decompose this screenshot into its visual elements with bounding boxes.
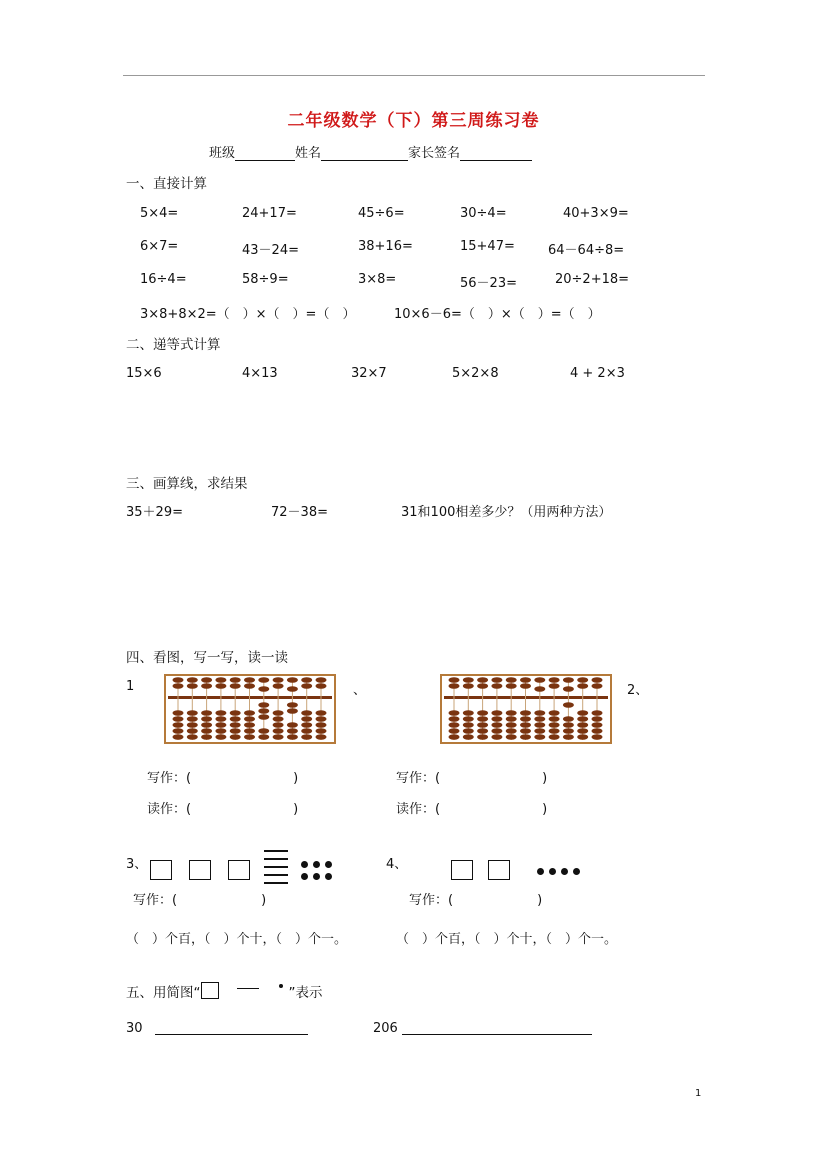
abacus-bead: [477, 677, 488, 683]
calc-item: 56－23=: [460, 276, 517, 291]
abacus-bead: [563, 702, 574, 708]
abacus-bead: [534, 677, 545, 683]
close-paren: ): [537, 893, 543, 908]
ten-bar-icon: [264, 850, 288, 852]
abacus-bead: [258, 714, 269, 720]
abacus-bead: [477, 716, 488, 722]
abacus-bead: [592, 734, 603, 740]
abacus-bead: [173, 710, 184, 716]
abacus-bead: [173, 734, 184, 740]
one-dot-icon: [313, 873, 320, 880]
section5-heading: [126, 981, 323, 1001]
abacus-bead: [463, 716, 474, 722]
abacus-bead: [592, 677, 603, 683]
abacus-bead: [187, 683, 198, 689]
abacus-bead: [273, 734, 284, 740]
section2-heading: 二、递等式计算: [126, 337, 221, 353]
abacus-bead: [187, 716, 198, 722]
class-label: 班级: [209, 146, 236, 161]
abacus-bead: [316, 683, 327, 689]
header-fields: [209, 142, 532, 161]
section5-heading-pre: 五、用简图“: [126, 985, 201, 1001]
abacus-bead: [563, 722, 574, 728]
stepwise-item: 5×2×8: [452, 366, 499, 381]
abacus-bead: [273, 710, 284, 716]
abacus-bead: [520, 710, 531, 716]
abacus-bead: [463, 728, 474, 734]
abacus-bead: [549, 722, 560, 728]
calc-item: 45÷6=: [358, 206, 405, 221]
place-value-sentence: （ ）个百，（ ）个十，（ ）个一。: [396, 932, 618, 947]
calc-item: 40+3×9=: [563, 206, 629, 221]
abacus-bead: [316, 728, 327, 734]
abacus-bead: [449, 716, 460, 722]
one-dot-icon: [561, 868, 568, 875]
top-rule: [123, 75, 705, 76]
abacus-bead: [287, 708, 298, 714]
abacus-bead: [506, 716, 517, 722]
abacus-bead: [463, 677, 474, 683]
calc-item: 20÷2+18=: [555, 272, 630, 287]
abacus-bead: [316, 677, 327, 683]
abacus-bead: [449, 734, 460, 740]
abacus-bead: [563, 677, 574, 683]
abacus-bead: [592, 728, 603, 734]
abacus-bead: [273, 677, 284, 683]
separator: 、: [353, 683, 367, 698]
abacus-bead: [301, 728, 312, 734]
one-dot-icon: [313, 861, 320, 868]
abacus-bead: [577, 728, 588, 734]
abacus-bead: [506, 734, 517, 740]
abacus-bead: [463, 734, 474, 740]
abacus-bead: [215, 728, 226, 734]
one-dot-icon: [325, 873, 332, 880]
abacus-bead: [477, 722, 488, 728]
abacus-bead: [549, 677, 560, 683]
calc-item-long: 10×6－6=（ ）×（ ）=（ ）: [394, 307, 601, 322]
abacus-bead: [463, 722, 474, 728]
abacus-bead: [592, 716, 603, 722]
calc-item: 43－24=: [242, 243, 299, 258]
abacus-bead: [287, 677, 298, 683]
represent-item: 30: [126, 1021, 143, 1036]
one-dot-icon: [301, 861, 308, 868]
abacus-bead: [491, 734, 502, 740]
abacus-bead: [287, 734, 298, 740]
hundred-square-icon: [189, 860, 211, 880]
one-dot-icon: [301, 873, 308, 880]
abacus-bead: [201, 677, 212, 683]
abacus-bead: [549, 716, 560, 722]
section1-heading: 一、直接计算: [126, 176, 207, 192]
abacus-bead: [273, 716, 284, 722]
abacus-bead: [173, 722, 184, 728]
abacus-bead: [173, 677, 184, 683]
close-paren: ): [261, 893, 267, 908]
calc-item: 30÷4=: [460, 206, 507, 221]
represent-item: 206: [373, 1021, 398, 1036]
abacus-bead: [215, 734, 226, 740]
abacus-bead: [201, 722, 212, 728]
calc-item: 38+16=: [358, 239, 413, 254]
abacus-bead: [477, 710, 488, 716]
abacus-bead: [230, 677, 241, 683]
abacus-bead: [215, 710, 226, 716]
abacus-bead: [534, 734, 545, 740]
abacus-bead: [592, 722, 603, 728]
question-number: 2、: [627, 683, 649, 698]
close-paren: ): [542, 802, 548, 817]
abacus-bead: [449, 677, 460, 683]
abacus-bead: [201, 734, 212, 740]
abacus-bead: [287, 728, 298, 734]
abacus-bead: [316, 734, 327, 740]
abacus-bead: [187, 677, 198, 683]
read-row-1: [147, 798, 298, 817]
abacus-bead: [563, 734, 574, 740]
read-label: 读作：(: [147, 802, 192, 817]
abacus-bead: [520, 716, 531, 722]
abacus-bead: [563, 686, 574, 692]
abacus-bead: [287, 702, 298, 708]
abacus-bead: [563, 728, 574, 734]
hundred-square-icon: [150, 860, 172, 880]
abacus-bead: [215, 722, 226, 728]
abacus-bead: [477, 734, 488, 740]
abacus-bead: [449, 722, 460, 728]
abacus-bead: [258, 702, 269, 708]
write-label: 写作：(: [396, 771, 441, 786]
abacus-bead: [244, 722, 255, 728]
abacus-bead: [301, 716, 312, 722]
abacus-bead: [549, 734, 560, 740]
abacus-bead: [491, 716, 502, 722]
abacus-bead: [592, 710, 603, 716]
abacus-bead: [258, 677, 269, 683]
hundred-square-icon: [201, 982, 219, 999]
read-row-2: [396, 798, 547, 817]
abacus-bead: [301, 677, 312, 683]
abacus-bead: [534, 686, 545, 692]
abacus-bead: [201, 716, 212, 722]
name-blank[interactable]: [321, 146, 408, 161]
abacus-bead: [173, 728, 184, 734]
abacus-bead: [301, 710, 312, 716]
abacus-bead: [520, 677, 531, 683]
abacus-bead: [520, 683, 531, 689]
abacus-bead: [301, 734, 312, 740]
name-label: 姓名: [295, 146, 322, 161]
abacus-bead: [187, 710, 198, 716]
read-label: 读作：(: [396, 802, 441, 817]
abacus-bead: [230, 728, 241, 734]
answer-line[interactable]: [402, 1034, 592, 1035]
abacus-bead: [491, 722, 502, 728]
stepwise-item: 15×6: [126, 366, 162, 381]
one-dot-icon: [325, 861, 332, 868]
question-number: 1: [126, 679, 135, 694]
abacus-bead: [477, 683, 488, 689]
abacus-bead: [258, 686, 269, 692]
abacus-bead: [244, 677, 255, 683]
abacus-bead: [173, 716, 184, 722]
calc-item: 15+47=: [460, 239, 515, 254]
abacus-bead: [316, 722, 327, 728]
abacus-bead: [258, 708, 269, 714]
abacus-bead: [549, 683, 560, 689]
abacus-bead: [520, 728, 531, 734]
write-label: 写作：(: [133, 893, 178, 908]
abacus-bead: [506, 710, 517, 716]
abacus-bead: [563, 716, 574, 722]
abacus-bead: [215, 677, 226, 683]
answer-line[interactable]: [155, 1034, 308, 1035]
abacus-bead: [244, 728, 255, 734]
abacus-bead: [577, 683, 588, 689]
numberline-item: 35＋29=: [126, 505, 183, 520]
abacus-bead: [258, 728, 269, 734]
abacus-bead: [187, 722, 198, 728]
abacus-bead: [287, 686, 298, 692]
calc-item: 5×4=: [140, 206, 179, 221]
abacus-bead: [316, 710, 327, 716]
abacus-bead: [491, 677, 502, 683]
page-title: 二年级数学（下）第三周练习卷: [287, 111, 540, 131]
section3-heading: 三、画算线，求结果: [126, 476, 248, 492]
abacus-bead: [534, 728, 545, 734]
abacus-bead: [316, 716, 327, 722]
abacus-bead: [506, 677, 517, 683]
abacus-bead: [301, 683, 312, 689]
parent-label: 家长签名: [408, 146, 461, 161]
abacus-bead: [520, 734, 531, 740]
parent-blank[interactable]: [460, 146, 532, 161]
hundred-square-icon: [451, 860, 473, 880]
calc-item: 3×8=: [358, 272, 397, 287]
abacus-bead: [463, 710, 474, 716]
abacus-bead: [577, 716, 588, 722]
abacus-bead: [506, 722, 517, 728]
abacus-bead: [592, 683, 603, 689]
abacus-bead: [449, 683, 460, 689]
write-row-2: [396, 767, 547, 786]
abacus-bead: [187, 728, 198, 734]
abacus-bead: [506, 683, 517, 689]
abacus-bead: [201, 728, 212, 734]
section4-heading: 四、看图，写一写，读一读: [126, 650, 288, 666]
one-dot-icon: [549, 868, 556, 875]
question-number: 3、: [126, 857, 148, 872]
abacus-bead: [549, 710, 560, 716]
abacus-bead: [215, 683, 226, 689]
abacus-bead: [230, 683, 241, 689]
abacus-bead: [491, 710, 502, 716]
write-label: 写作：(: [147, 771, 192, 786]
ten-bar-icon: [264, 882, 288, 884]
one-dot-icon: [279, 984, 283, 988]
close-paren: ): [293, 771, 299, 786]
stepwise-item: 32×7: [351, 366, 387, 381]
page-number: 1: [695, 1088, 702, 1099]
abacus-bead: [534, 710, 545, 716]
abacus-bead: [201, 710, 212, 716]
abacus-bead: [244, 710, 255, 716]
write-row-4: [409, 889, 542, 908]
stepwise-item: 4×13: [242, 366, 278, 381]
calc-item: 6×7=: [140, 239, 179, 254]
calc-item-long: 3×8+8×2=（ ）×（ ）=（ ）: [140, 307, 356, 322]
abacus-bead: [258, 734, 269, 740]
abacus-bead: [449, 710, 460, 716]
numberline-item: 72－38=: [271, 505, 328, 520]
abacus-bead: [230, 710, 241, 716]
abacus-bead: [287, 722, 298, 728]
abacus-bead: [577, 734, 588, 740]
abacus-bead: [230, 716, 241, 722]
ten-bar-icon: [264, 858, 288, 860]
abacus-bead: [463, 683, 474, 689]
abacus-bead: [273, 722, 284, 728]
abacus-bead: [230, 722, 241, 728]
abacus-bead: [301, 722, 312, 728]
question-number: 4、: [386, 857, 408, 872]
abacus-bead: [491, 683, 502, 689]
abacus-bead: [534, 716, 545, 722]
abacus-bead: [187, 734, 198, 740]
abacus-bead: [244, 716, 255, 722]
abacus-bead: [244, 683, 255, 689]
abacus-bead: [273, 683, 284, 689]
write-row-3: [133, 889, 266, 908]
ten-bar-icon: [237, 988, 259, 990]
stepwise-item: 4 + 2×3: [570, 366, 625, 381]
calc-item: 64－64÷8=: [548, 243, 625, 258]
calc-item: 16÷4=: [140, 272, 187, 287]
abacus-bead: [244, 734, 255, 740]
abacus-bead: [549, 728, 560, 734]
abacus-bead: [230, 734, 241, 740]
abacus-bead: [577, 722, 588, 728]
write-label: 写作：(: [409, 893, 454, 908]
abacus-bead: [273, 728, 284, 734]
abacus-bead: [506, 728, 517, 734]
section5-heading-post: ”表示: [288, 985, 323, 1001]
abacus-1: [164, 674, 336, 744]
class-blank[interactable]: [235, 146, 295, 161]
abacus-bead: [577, 677, 588, 683]
abacus-bead: [201, 683, 212, 689]
abacus-bead: [477, 728, 488, 734]
abacus-bead: [173, 683, 184, 689]
abacus-bead: [449, 728, 460, 734]
calc-item: 58÷9=: [242, 272, 289, 287]
hundred-square-icon: [228, 860, 250, 880]
numberline-item: 31和100相差多少？（用两种方法）: [401, 505, 612, 520]
calc-item: 24+17=: [242, 206, 297, 221]
place-value-sentence: （ ）个百，（ ）个十，（ ）个一。: [126, 932, 348, 947]
write-row-1: [147, 767, 298, 786]
one-dot-icon: [537, 868, 544, 875]
ten-bar-icon: [264, 874, 288, 876]
hundred-square-icon: [488, 860, 510, 880]
abacus-bead: [534, 722, 545, 728]
abacus-bead: [215, 716, 226, 722]
abacus-2: [440, 674, 612, 744]
ten-bar-icon: [264, 866, 288, 868]
close-paren: ): [542, 771, 548, 786]
close-paren: ): [293, 802, 299, 817]
abacus-bead: [491, 728, 502, 734]
abacus-bead: [520, 722, 531, 728]
abacus-bead: [577, 710, 588, 716]
one-dot-icon: [573, 868, 580, 875]
